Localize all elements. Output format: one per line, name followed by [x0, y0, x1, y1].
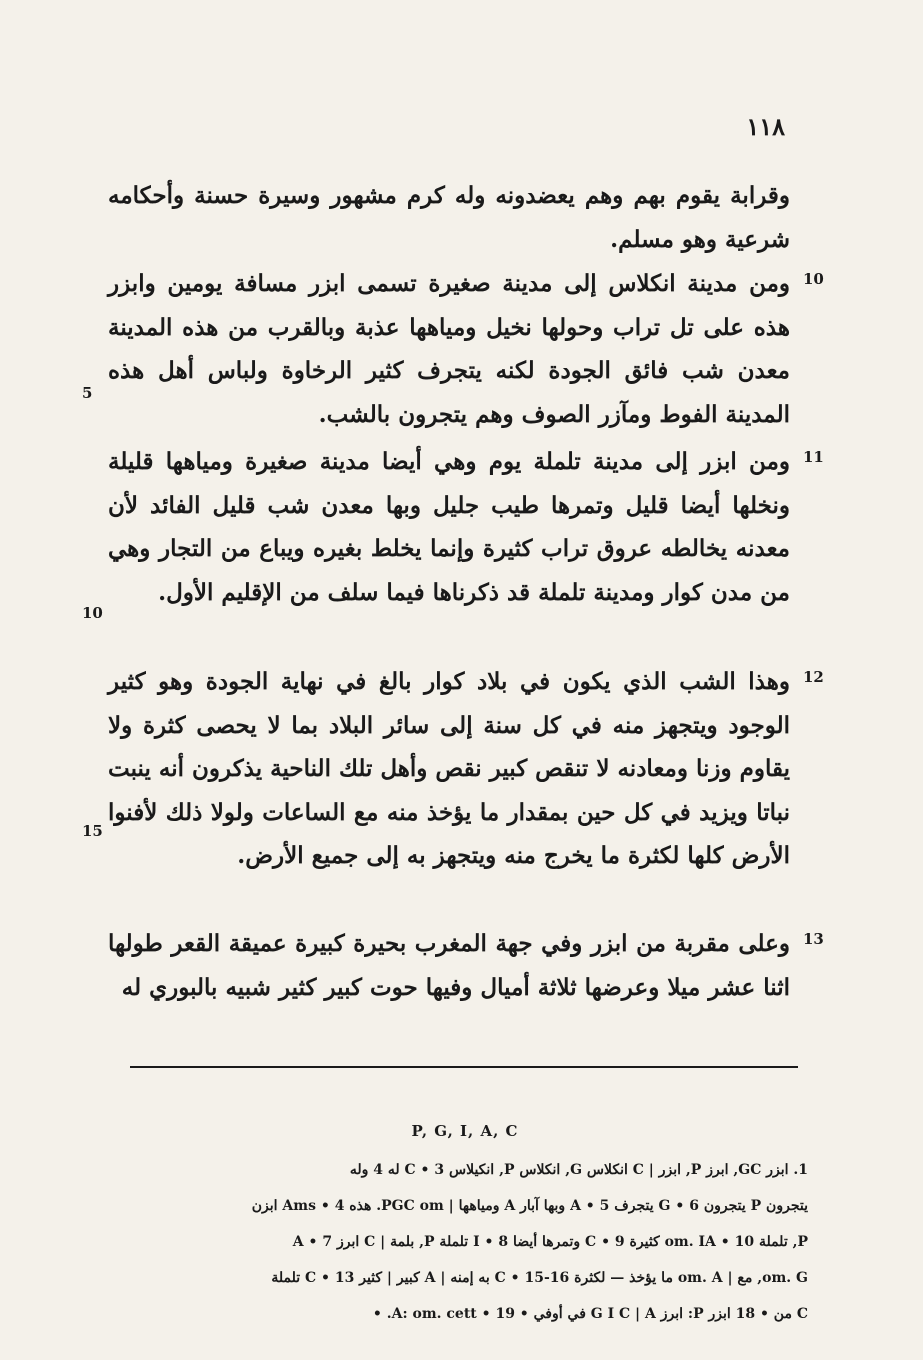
paragraph-number: 10 [803, 270, 824, 288]
paragraph-13: وعلى مقربة من ابزر وفي جهة المغرب بحيرة كبيرة عميقة القعر طولها اثنا عشر ميلا وعرضها ثلاثة أميال وفيها حوت كبير كثير شبيه بالبوري له [108, 930, 790, 1001]
apparatus-line: om. G, مع | om. A ما يؤخذ — لكثرة 16-15 • C به إمنه | A كبير | كثير 13 • C تلملة [271, 1270, 808, 1286]
footnote-divider [130, 1066, 798, 1068]
page-number: ١١٨ [746, 112, 785, 141]
paragraph-number: 11 [803, 448, 824, 466]
paragraph-10: ومن مدينة انكلاس إلى مدينة صغيرة تسمى ابزر مسافة يومين وابزر هذه على تل تراب وحولها نخيل ومياهها عذبة وبالقرب من هذه المدينة معدن شب فائق الجودة لكنه يتجرف كثير الرخاوة ولباس أهل هذه المدينة الفوط ومآزر الصوف وهم يتجرون بالشب. [108, 270, 790, 428]
paragraph-number: 13 [803, 930, 824, 948]
paragraph-12: وهذا الشب الذي يكون في بلاد كوار بالغ في نهاية الجودة وهو كثير الوجود ويتجهز منه في كل سنة إلى سائر البلاد بما لا يحصى كثرة ولا يقاوم وزنا ومعادنه لا تنقص كبير نقص وأهل تلك الناحية يذكرون أنه ينبت نباتا ويزيد في كل حين بمقدار ما يؤخذ منه مع الساعات ولولا ذلك لأفنوا الأرض كلها لكثرة ما يخرج منه ويتجهز به إلى جميع الأرض. [108, 668, 791, 869]
apparatus-line: يتجرون P يتجرون 6 • G يتجرف 5 • A وبها آبار A ومياهها | PGC om. هذه 4 • Ams ابزن [251, 1198, 808, 1214]
apparatus-line: C من • 18 ابزر P: ابرز G I C | A في أوفي • 19 • A: om. cett. • [372, 1306, 808, 1322]
apparatus-line: 1. ابزر GC, ابرز P, ابزر | C انكلاس G, انكلاس P, انكيلاس 3 • C له 4 وله [349, 1162, 808, 1178]
paragraph-continuation: وقرابة يقوم بهم وهم يعضدونه وله كرم مشهور وسيرة حسنة وأحكامه شرعية وهو مسلم. [108, 182, 791, 253]
paragraph-11: ومن ابزر إلى مدينة تلملة يوم وهي أيضا مدينة صغيرة ومياهها قليلة ونخلها أيضا قليل وتمرها طيب جليل وبها معدن شب قليل الفائد لأن معدنه يخالطه عروق تراب كثيرة وإنما يخلط بغيره ويباع من التجار وهي من مدن كوار ومدينة تلملة قد ذكرناها فيما سلف من الإقليم الأول. [108, 448, 790, 606]
line-number: 5 [82, 384, 93, 402]
line-number: 10 [82, 604, 103, 622]
paragraph-number: 12 [803, 668, 824, 686]
apparatus-line: P, تلملة 10 • om. IA كثيرة 9 • C وتمرها أيضا 8 • I تلملة P, بلمة | C ابرز 7 • A [292, 1234, 808, 1250]
manuscript-sigla: P, G, I, A, C [411, 1122, 519, 1140]
line-number: 15 [82, 822, 103, 840]
